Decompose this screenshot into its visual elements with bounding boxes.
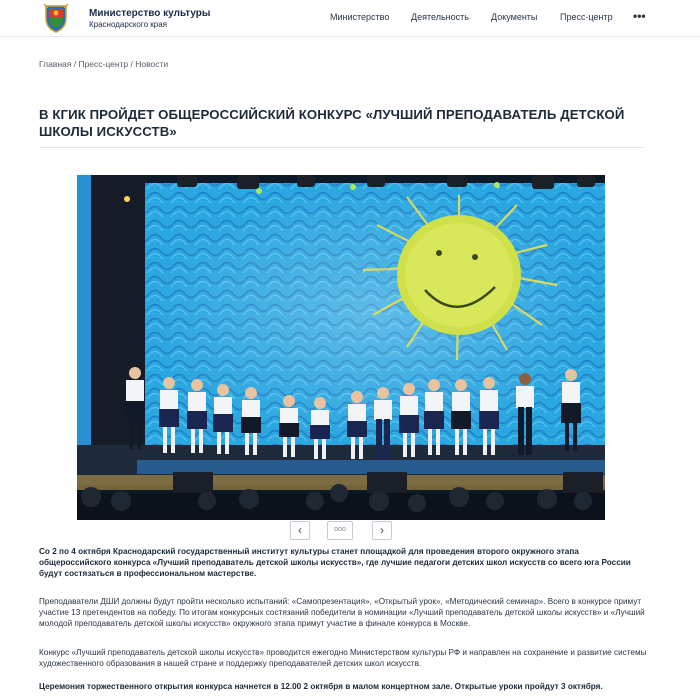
slider-prev-button[interactable]: ‹ [290, 521, 310, 540]
article-photo [77, 175, 605, 520]
divider [39, 147, 643, 148]
nav-documents[interactable]: Документы [491, 12, 538, 22]
article-paragraph-3: Церемония торжественного открытия конкурса начнется в 12.00 2 октября в малом концертном зале. Открытые уроки пройдут 3 октября. [39, 682, 603, 691]
breadcrumb-press-center[interactable]: Пресс-центр [78, 59, 129, 69]
brand-subtitle: Краснодарского края [89, 20, 167, 29]
site-header [0, 0, 700, 37]
slider-next-button[interactable]: › [372, 521, 392, 540]
brand-title[interactable]: Министерство культуры [89, 8, 211, 19]
nav-press-center[interactable]: Пресс-центр [560, 12, 613, 22]
breadcrumb-separator: / [128, 59, 136, 69]
breadcrumb-home[interactable]: Главная [39, 59, 72, 69]
breadcrumb [39, 59, 168, 69]
breadcrumb-news[interactable]: Новости [135, 59, 169, 69]
coat-of-arms-icon[interactable] [43, 3, 69, 33]
slider-dots-button[interactable]: ooo [327, 521, 353, 540]
nav-ministry[interactable]: Министерство [330, 12, 390, 22]
breadcrumb-separator: / [71, 59, 79, 69]
nav-activity[interactable]: Деятельность [411, 12, 469, 22]
article-paragraph-2: Конкурс «Лучший преподаватель детской школы искусств» проводится ежегодно Министерством культуры РФ и направлен на сохранение и развитие системы художественного образования в нашей стране и поддержку преподавателей детских школ искусств. [39, 648, 647, 669]
more-menu-icon[interactable]: ••• [633, 9, 646, 23]
article-lead: Со 2 по 4 октября Краснодарский государственный институт культуры станет площадкой для проведения второго окружного этапа общероссийского конкурса «Лучший преподаватель детской школы искусств», где лучшие педагоги детских школ искусств со всего юга России будут состязаться в профессиональном мастерстве. [39, 547, 631, 579]
page-title: В КГИК ПРОЙДЕТ ОБЩЕРОССИЙСКИЙ КОНКУРС «ЛУЧШИЙ ПРЕПОДАВАТЕЛЬ ДЕТСКОЙ ШКОЛЫ ИСКУССТВ» [39, 107, 625, 139]
article-paragraph-1: Преподаватели ДШИ должны будут пройти несколько испытаний: «Самопрезентация», «Открытый урок», «Методический семинар». Всего в конкурсе примут участие 13 претендентов на победу. По итогам конкурсных состязаний победители в номинации «Лучший преподаватель детской школы искусств» и «Лучший молодой преподаватель детской школы искусств» окружного этапа примут участие в финале конкурса в Москве. [39, 597, 645, 629]
